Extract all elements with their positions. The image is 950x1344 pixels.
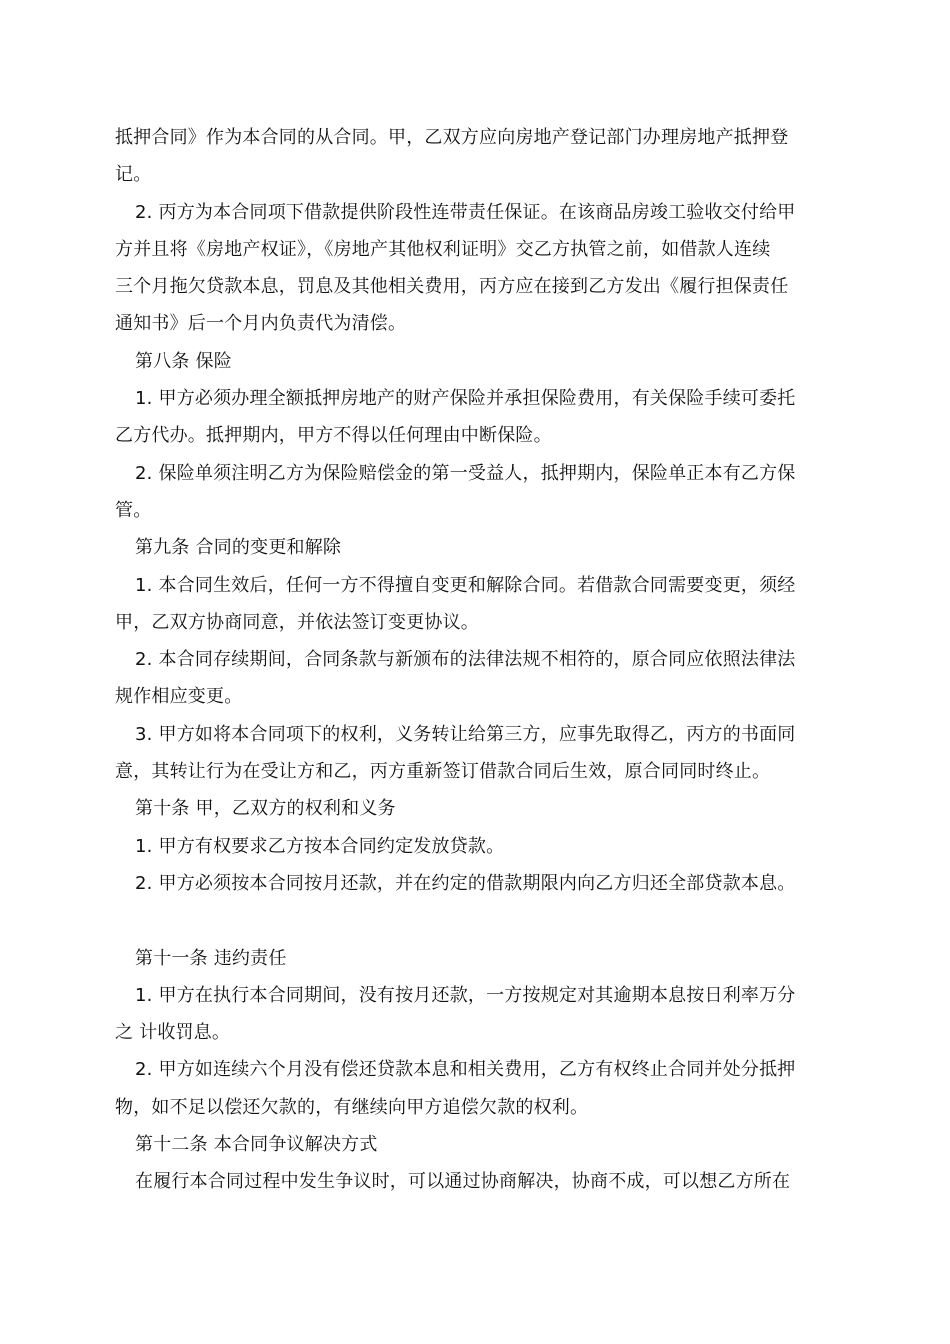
text-line: 之 计收罚息。 xyxy=(115,1022,231,1044)
text-line: 2. 甲方必须按本合同按月还款，并在约定的借款期限内向乙方归还全部贷款本息。 xyxy=(135,872,796,894)
text-line: 第十一条 违约责任 xyxy=(135,947,287,969)
text-line: 1. 甲方在执行本合同期间，没有按月还款，一方按规定对其逾期本息按日利率万分 xyxy=(135,984,796,1006)
text-line: 乙方代办。抵押期内，甲方不得以任何理由中断保险。 xyxy=(115,425,552,447)
blank-line xyxy=(115,902,835,939)
text-line: 2. 丙方为本合同项下借款提供阶段性连带责任保证。在该商品房竣工验收交付给甲 xyxy=(135,201,796,223)
text-line: 2. 本合同存续期间，合同条款与新颁布的法律法规不相符的，原合同应依照法律法 xyxy=(135,649,796,671)
text-line: 1. 甲方有权要求乙方按本合同约定发放贷款。 xyxy=(135,835,505,857)
text-line: 抵押合同》作为本合同的从合同。甲，乙双方应向房地产登记部门办理房地产抵押登 xyxy=(115,127,789,148)
text-line: 通知书》后一个月内负责代为清偿。 xyxy=(115,313,407,335)
text-line: 意，其转让行为在受让方和乙，丙方重新签订借款合同后生效，原合同同时终止。 xyxy=(115,761,771,783)
text-line: 1. 甲方必须办理全额抵押房地产的财产保险并承担保险费用，有关保险手续可委托 xyxy=(135,388,796,410)
text-line: 甲，乙双方协商同意，并依法签订变更协议。 xyxy=(115,611,479,633)
text-line: 管。 xyxy=(115,499,152,521)
text-line: 第九条 合同的变更和解除 xyxy=(135,537,342,559)
text-line: 第十二条 本合同争议解决方式 xyxy=(135,1134,378,1156)
text-line: 2. 保险单须注明乙方为保险赔偿金的第一受益人，抵押期内，保险单正本有乙方保 xyxy=(135,462,796,484)
text-line: 在履行本合同过程中发生争议时，可以通过协商解决，协商不成，可以想乙方所在 xyxy=(135,1171,791,1193)
text-line: 第十条 甲，乙双方的权利和义务 xyxy=(135,798,396,820)
text-line: 1. 本合同生效后，任何一方不得擅自变更和解除合同。若借款合同需要变更，须经 xyxy=(135,574,796,596)
text-line: 记。 xyxy=(115,164,152,186)
text-line: 方并且将《房地产权证》，《房地产其他权利证明》交乙方执管之前，如借款人连续 xyxy=(115,238,771,260)
text-line: 物，如不足以偿还欠款的，有继续向甲方追偿欠款的权利。 xyxy=(115,1096,589,1118)
text-line: 2. 甲方如连续六个月没有偿还贷款本息和相关费用，乙方有权终止合同并处分抵押 xyxy=(135,1059,796,1081)
text-line: 规作相应变更。 xyxy=(115,686,243,708)
contract-text-body xyxy=(115,119,835,1201)
text-line: 3. 甲方如将本合同项下的权利，义务转让给第三方，应事先取得乙，丙方的书面同 xyxy=(135,723,796,745)
text-line: 三个月拖欠贷款本息，罚息及其他相关费用，丙方应在接到乙方发出《履行担保责任 xyxy=(115,276,789,298)
text-line: 第八条 保险 xyxy=(135,350,232,372)
